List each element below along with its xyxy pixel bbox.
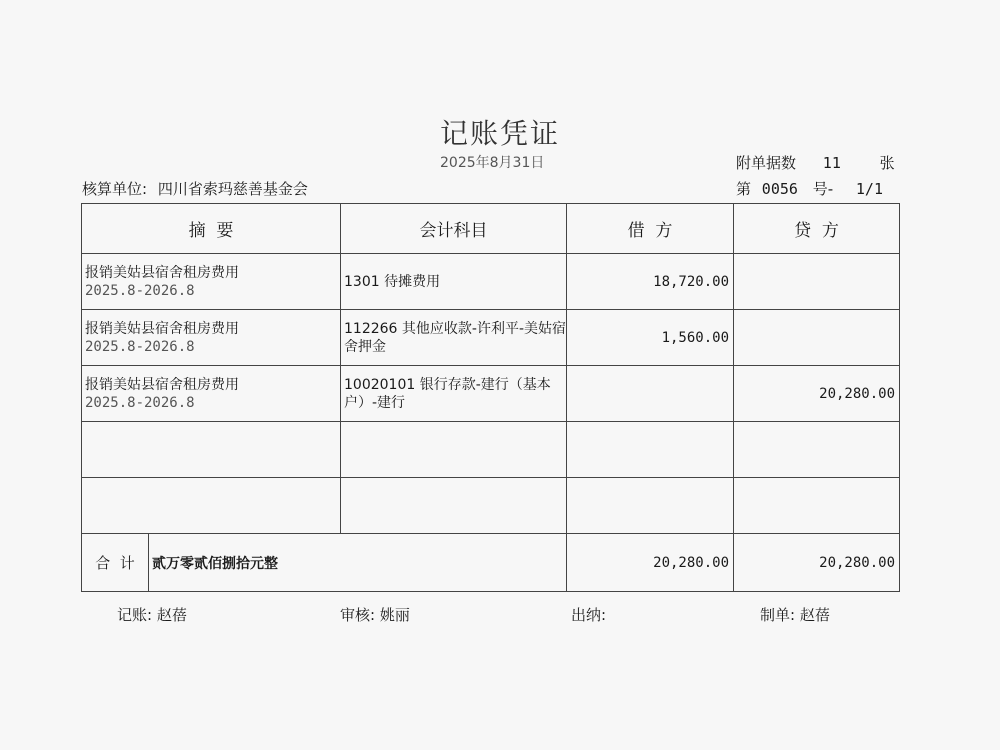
summary-period: 2025.8-2026.8 <box>85 282 195 299</box>
credit-cell <box>734 310 900 366</box>
summary-text: 报销美姑县宿舍租房费用 <box>85 264 239 281</box>
page-indicator: 1/1 <box>855 180 883 198</box>
header-summary: 摘 要 <box>82 204 341 254</box>
unit-name: 四川省索玛慈善基金会 <box>157 180 308 198</box>
summary-cell <box>82 366 341 422</box>
empty-cell <box>734 422 900 478</box>
total-credit: 20,280.00 <box>734 534 900 592</box>
voucher-title: 记账凭证 <box>439 117 560 150</box>
attach-number: 11 <box>822 154 841 172</box>
header-debit: 借 方 <box>567 204 734 254</box>
account-cell: 10020101 银行存款-建行（基本户）-建行 <box>341 366 567 422</box>
number-value: 0056 <box>761 180 798 198</box>
credit-cell <box>734 254 900 310</box>
total-debit: 20,280.00 <box>567 534 734 592</box>
accounting-unit <box>82 178 308 199</box>
total-row <box>82 534 900 592</box>
table-row <box>82 366 900 422</box>
empty-row <box>82 422 900 478</box>
voucher-date: 2025年8月31日 <box>440 155 545 171</box>
number-prefix: 第 <box>736 180 752 198</box>
empty-row <box>82 478 900 534</box>
summary-period: 2025.8-2026.8 <box>85 338 195 355</box>
header-credit: 贷 方 <box>734 204 900 254</box>
empty-cell <box>567 422 734 478</box>
attach-label: 附单据数 <box>736 154 797 172</box>
total-in-words: 贰万零贰佰捌拾元整 <box>152 555 278 572</box>
empty-cell <box>341 422 567 478</box>
account-cell: 112266 其他应收款-许利平-美姑宿舍押金 <box>341 310 567 366</box>
debit-cell <box>567 366 734 422</box>
number-suffix: 号- <box>812 180 834 198</box>
summary-cell <box>82 254 341 310</box>
empty-cell <box>82 422 341 478</box>
credit-cell: 20,280.00 <box>734 366 900 422</box>
cashier-signature: 出纳: <box>571 606 607 624</box>
table-row <box>82 310 900 366</box>
debit-cell: 18,720.00 <box>567 254 734 310</box>
empty-cell <box>82 478 341 534</box>
header-row <box>82 204 900 254</box>
debit-cell: 1,560.00 <box>567 310 734 366</box>
table-row <box>82 254 900 310</box>
summary-period: 2025.8-2026.8 <box>85 394 195 411</box>
total-label: 合 计 <box>82 534 149 591</box>
voucher-table <box>81 203 900 592</box>
summary-cell <box>82 310 341 366</box>
reviewer-signature: 审核: 姚丽 <box>340 606 410 624</box>
empty-cell <box>341 478 567 534</box>
attach-unit: 张 <box>879 154 895 172</box>
account-cell: 1301 待摊费用 <box>341 254 567 310</box>
summary-text: 报销美姑县宿舍租房费用 <box>85 376 239 393</box>
summary-text: 报销美姑县宿舍租房费用 <box>85 320 239 337</box>
unit-label: 核算单位: <box>82 180 148 198</box>
attachment-count <box>736 152 895 173</box>
preparer-signature: 制单: 赵蓓 <box>760 606 830 624</box>
bookkeeper-signature: 记账: 赵蓓 <box>117 606 187 624</box>
header-account: 会计科目 <box>341 204 567 254</box>
voucher-number <box>736 178 883 199</box>
total-label-cell <box>82 534 567 592</box>
empty-cell <box>734 478 900 534</box>
empty-cell <box>567 478 734 534</box>
